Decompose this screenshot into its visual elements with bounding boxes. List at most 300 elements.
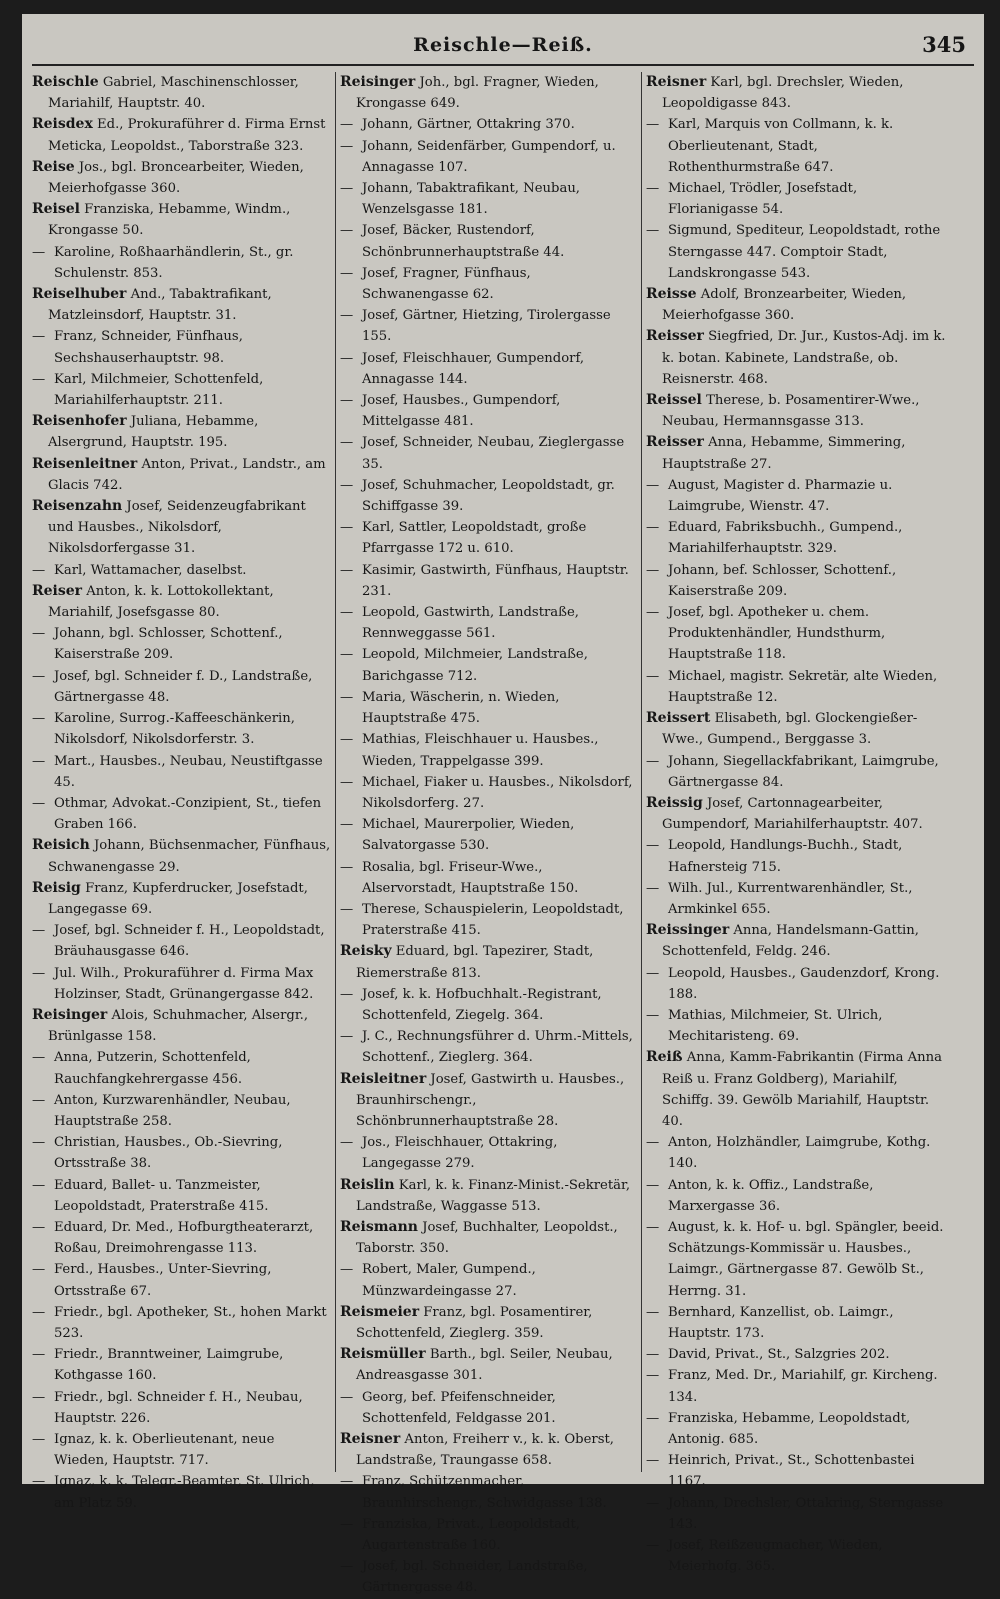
entry-text: Anton, Privat., Landstr., am Glacis 742. [48,456,326,493]
dash-mark: — [32,1474,46,1490]
directory-entry [340,1069,640,1133]
entry-text: Anton, k. k. Lottokollektant, Mariahilf, Josefsgasse 80. [48,583,274,621]
directory-subentry [32,369,332,411]
directory-subentry [32,666,332,708]
directory-entry [646,920,946,962]
dash-mark: — [340,859,354,875]
entry-surname: Reiser [32,582,83,599]
entry-surname: Reislin [340,1176,395,1193]
dash-mark: — [32,795,46,811]
directory-subentry [646,178,946,220]
entry-text: Johann, Seidenfärber, Gumpendorf, u. Annagasse 107. [362,138,616,175]
entry-text: Ferd., Hausbes., Unter-Sievring, Ortsstraße 67. [54,1262,272,1299]
entry-surname: Reiselhuber [32,286,127,303]
directory-subentry [340,899,640,941]
directory-subentry [32,920,332,962]
dash-mark: — [646,1410,660,1426]
dash-mark: — [646,753,660,769]
dash-mark: — [340,1135,354,1151]
dash-mark: — [32,329,46,345]
directory-subentry [32,1090,332,1132]
page-number: 345 [922,32,966,57]
dash-mark: — [340,223,354,239]
entry-text: August, Magister d. Pharmazie u. Laimgrube, Wienstr. 47. [668,477,893,515]
directory-subentry [340,305,640,347]
entry-text: Josef, bgl. Schneider f. D., Landstraße, Gärtnergasse 48. [54,668,313,705]
entry-text: Jos., Fleischhauer, Ottakring, Langegasse 279. [362,1135,558,1172]
dash-mark: — [340,138,354,154]
directory-subentry [340,1259,640,1301]
entry-text: Franz, Schützenmacher, Braunhirschengr., Schwidgasse 138. [362,1474,607,1511]
dash-mark: — [32,753,46,769]
dash-mark: — [340,817,354,833]
directory-subentry [340,263,640,305]
dash-mark: — [340,647,354,663]
entry-text: Christian, Hausbes., Ob.-Sievring, Ortsstraße 38. [54,1135,283,1172]
entry-text: Therese, Schauspielerin, Leopoldstadt, Praterstraße 415. [362,901,624,939]
entry-text: Karl, Marquis von Collmann, k. k. Oberlieutenant, Stadt, Rothenthurmstraße 647. [668,117,894,175]
dash-mark: — [340,181,354,197]
entry-text: Rosalia, bgl. Friseur-Wwe., Alservorstadt, Hauptstraße 150. [362,859,579,896]
directory-subentry [340,1132,640,1174]
entry-surname: Reissig [646,794,703,811]
dash-mark: — [646,1219,660,1235]
directory-subentry [32,1175,332,1217]
entry-surname: Reisel [32,201,80,218]
directory-subentry [32,1302,332,1344]
dash-mark: — [340,1029,354,1045]
directory-subentry [32,708,332,750]
directory-subentry [32,242,332,284]
entry-text: Michael, Fiaker u. Hausbes., Nikolsdorf, Nikolsdorferg. 27. [362,774,633,811]
entry-surname: Reissert [646,710,711,727]
entry-surname: Reismeier [340,1303,420,1320]
directory-subentry [32,560,332,581]
directory-subentry [646,475,946,517]
dash-mark: — [646,880,660,896]
entry-text: Josef, Buchhalter, Leopoldst., Taborstr. 350. [356,1219,618,1257]
directory-subentry [646,114,946,178]
entry-text: Jul. Wilh., Prokuraführer d. Firma Max Holzinser, Stadt, Grünangergasse 842. [54,965,314,1002]
entry-text: Johann, Drechsler, Ottakring, Sterngasse 143. [668,1495,944,1532]
directory-subentry [340,136,640,178]
directory-entry [32,581,332,623]
entry-surname: Reisdex [32,116,93,133]
directory-entry [32,496,332,560]
dash-mark: — [340,605,354,621]
dash-mark: — [646,1135,660,1151]
directory-subentry [646,666,946,708]
directory-subentry [32,326,332,368]
dash-mark: — [32,1135,46,1151]
directory-entry [646,390,946,432]
entry-text: Anna, Handelsmann-Gattin, Schottenfeld, Feldg. 246. [662,923,919,960]
entry-text: Mathias, Milchmeier, St. Ulrich, Mechitaristeng. 69. [668,1007,883,1045]
directory-subentry [340,220,640,262]
entry-text: Elisabeth, bgl. Glockengießer-Wwe., Gumpend., Berggasse 3. [662,711,918,748]
directory-entry [340,1175,640,1217]
directory-subentry [340,114,640,135]
entry-text: Leopold, Hausbes., Gaudenzdorf, Krong. 188. [668,965,940,1002]
column-2 [340,72,640,1599]
dash-mark: — [646,1007,660,1023]
directory-subentry [32,963,332,1005]
directory-entry [340,1217,640,1259]
directory-entry [32,1005,332,1047]
directory-subentry [646,751,946,793]
directory-subentry [340,560,640,602]
dash-mark: — [340,1389,354,1405]
dash-mark: — [646,520,660,536]
dash-mark: — [340,520,354,536]
entry-text: Franz, bgl. Posamentirer, Schottenfeld, Zieglerg. 359. [356,1304,593,1341]
entry-surname: Reisenhofer [32,413,127,430]
dash-mark: — [646,1304,660,1320]
dash-mark: — [646,1495,660,1511]
entry-text: David, Privat., St., Salzgries 202. [668,1347,890,1363]
entry-text: Michael, magistr. Sekretär, alte Wieden, Hauptstraße 12. [668,668,938,705]
header-rule [32,64,974,66]
entry-text: Leopold, Gastwirth, Landstraße, Rennweggasse 561. [362,605,579,642]
entry-text: Eduard, Fabriksbuchh., Gumpend., Mariahilferhauptstr. 329. [668,520,903,557]
entry-text: Franz, Kupferdrucker, Josefstadt, Langegasse 69. [48,880,308,917]
entry-text: Joh., bgl. Fragner, Wieden, Krongasse 649. [356,75,599,112]
entry-surname: Reiß [646,1049,683,1066]
entry-text: Wilh. Jul., Kurrentwarenhändler, St., Armkinkel 655. [668,880,913,917]
entry-surname: Reismann [340,1218,418,1235]
directory-subentry [32,1429,332,1471]
entry-text: Karl, bgl. Drechsler, Wieden, Leopoldigasse 843. [662,75,904,112]
directory-entry [646,708,946,750]
entry-surname: Reisser [646,328,704,345]
directory-subentry [646,1175,946,1217]
dash-mark: — [646,1177,660,1193]
directory-subentry [646,1408,946,1450]
directory-entry [646,1047,946,1132]
entry-text: Mart., Hausbes., Neubau, Neustiftgasse 45. [54,753,323,790]
dash-mark: — [646,838,660,854]
entry-text: Josef, k. k. Hofbuchhalt.-Registrant, Schottenfeld, Ziegelg. 364. [362,986,602,1023]
entry-surname: Reischle [32,74,99,90]
entry-text: Michael, Trödler, Josefstadt, Florianigasse 54. [668,181,858,218]
dash-mark: — [646,181,660,197]
entry-text: Leopold, Handlungs-Buchh., Stadt, Hafnersteig 715. [668,838,903,875]
directory-subentry [32,1344,332,1386]
page-header [22,28,984,68]
entry-text: Alois, Schuhmacher, Alsergr., Brünlgasse 158. [48,1007,309,1045]
dash-mark: — [32,371,46,387]
entry-text: J. C., Rechnungsführer d. Uhrm.-Mittels, Schottenf., Zieglerg. 364. [362,1029,633,1066]
entry-text: Eduard, Dr. Med., Hofburgtheaterarzt, Roßau, Dreimohrengasse 113. [54,1219,314,1257]
dash-mark: — [340,265,354,281]
entry-surname: Reisky [340,943,392,960]
dash-mark: — [340,117,354,133]
dash-mark: — [32,1177,46,1193]
entry-surname: Reise [32,158,75,175]
dash-mark: — [32,1219,46,1235]
entry-text: Siegfried, Dr. Jur., Kustos-Adj. im k. k. botan. Kabinete, Landstraße, ob. Reisnerstr. 468. [662,329,946,387]
entry-text: Eduard, bgl. Tapezirer, Stadt, Riemerstraße 813. [356,944,594,981]
directory-entry [646,284,946,326]
directory-subentry [340,984,640,1026]
directory-subentry [340,644,640,686]
entry-text: Bernhard, Kanzellist, ob. Laimgr., Hauptstr. 173. [668,1304,894,1341]
directory-entry [340,72,640,114]
entry-text: August, k. k. Hof- u. bgl. Spängler, beeid. Schätzungs-Kommissär u. Hausbes., Laimgr., Gärtnergasse 87. Gewölb St., Herrng. 31. [668,1219,944,1299]
dash-mark: — [340,689,354,705]
dash-mark: — [32,1347,46,1363]
entry-text: Karoline, Roßhaarhändlerin, St., gr. Schulenstr. 853. [54,244,294,281]
entry-surname: Reisinger [340,74,416,90]
entry-text: Franziska, Hebamme, Windm., Krongasse 50. [48,202,291,239]
entry-text: Maria, Wäscherin, n. Wieden, Hauptstraße 475. [362,689,560,727]
entry-text: Josef, bgl. Apotheker u. chem. Produktenhändler, Hundsthurm, Hauptstraße 118. [668,605,886,663]
entry-text: Kasimir, Gastwirth, Fünfhaus, Hauptstr. 231. [362,562,629,599]
directory-subentry [32,751,332,793]
entry-text: Barth., bgl. Seiler, Neubau, Andreasgasse 301. [356,1347,613,1384]
directory-subentry [340,1471,640,1513]
entry-text: Johann, Büchsenmacher, Fünfhaus, Schwanengasse 29. [48,838,331,875]
dash-mark: — [340,1262,354,1278]
entry-surname: Reisleitner [340,1070,427,1087]
entry-surname: Reisinger [32,1006,108,1023]
entry-text: Anton, Freiherr v., k. k. Oberst, Landstraße, Traungasse 658. [356,1432,614,1469]
directory-subentry [340,602,640,644]
dash-mark: — [646,605,660,621]
directory-subentry [646,1365,946,1407]
dash-mark: — [32,1432,46,1447]
directory-entry [340,941,640,983]
directory-subentry [340,1026,640,1068]
directory-subentry [646,220,946,284]
entry-text: Josef, bgl. Schneider, Landstraße, Gärtnergasse 48. [362,1559,588,1596]
entry-text: Sigmund, Spediteur, Leopoldstadt, rothe Sterngasse 447. Comptoir Stadt, Landskrongasse 543. [668,223,941,281]
entry-text: Josef, Seidenzeugfabrikant und Hausbes., Nikolsdorf, Nikolsdorfergasse 31. [48,499,306,557]
directory-entry [340,1429,640,1471]
entry-text: Michael, Maurerpolier, Wieden, Salvatorgasse 530. [362,817,575,854]
entry-text: Othmar, Advokat.-Conzipient, St., tiefen Graben 166. [54,795,322,833]
dash-mark: — [340,774,354,790]
entry-text: Therese, b. Posamentirer-Wwe., Neubau, Hermannsgasse 313. [662,393,920,430]
directory-entry [646,326,946,390]
directory-subentry [340,432,640,474]
entry-text: And., Tabaktrafikant, Matzleinsdorf, Hauptstr. 31. [48,287,272,324]
entry-text: Karl, Milchmeier, Schottenfeld, Mariahilferhauptstr. 211. [54,371,264,409]
entry-text: Franz, Med. Dr., Mariahilf, gr. Kircheng. 134. [668,1368,938,1405]
dash-mark: — [32,244,46,260]
dash-mark: — [32,711,46,727]
dash-mark: — [646,117,660,133]
entry-text: Josef, Cartonnagearbeiter, Gumpendorf, Mariahilferhauptstr. 407. [662,795,923,833]
directory-subentry [646,1217,946,1302]
dash-mark: — [646,562,660,578]
directory-subentry [646,1493,946,1535]
dash-mark: — [340,1474,354,1490]
dash-mark: — [340,435,354,451]
directory-subentry [32,1132,332,1174]
directory-entry [32,454,332,496]
dash-mark: — [340,901,354,917]
entry-text: Georg, bef. Pfeifenschneider, Schottenfeld, Feldgasse 201. [362,1389,556,1426]
entry-text: Karl, k. k. Finanz-Minist.-Sekretär, Landstraße, Waggasse 513. [356,1177,631,1214]
entry-text: Friedr., bgl. Schneider f. H., Neubau, Hauptstr. 226. [54,1389,303,1426]
directory-subentry [32,1387,332,1429]
entry-text: Mathias, Fleischhauer u. Hausbes., Wieden, Trappelgasse 399. [362,732,599,769]
directory-entry [32,72,332,114]
dash-mark: — [32,965,46,981]
entry-text: Heinrich, Privat., St., Schottenbastei 1167. [668,1453,915,1490]
entry-text: Josef, Gastwirth u. Hausbes., Braunhirschengr., Schönbrunnerhauptstraße 28. [356,1071,625,1129]
entry-text: Josef, Reißzeugmacher, Wieden, Meierhofg. 365. [668,1538,883,1575]
dash-mark: — [646,965,660,981]
directory-subentry [32,1259,332,1301]
entry-text: Josef, Fragner, Fünfhaus, Schwanengasse 62. [362,265,531,303]
entry-text: Josef, Schneider, Neubau, Zieglergasse 35. [362,435,625,472]
entry-surname: Reisenzahn [32,498,123,515]
entry-text: Johann, bgl. Schlosser, Schottenf., Kaiserstraße 209. [54,626,283,663]
dash-mark: — [340,350,354,366]
directory-entry [646,72,946,114]
running-head: Reischle—Reiß. [413,34,593,56]
directory-entry [340,1344,640,1386]
directory-subentry [646,1132,946,1174]
entry-text: Robert, Maler, Gumpend., Münzwardeingasse 27. [362,1262,536,1299]
entry-text: Ed., Prokuraführer d. Firma Ernst Meticka, Leopoldst., Taborstraße 323. [48,117,326,154]
entry-text: Anna, Putzerin, Schottenfeld, Rauchfangkehrergasse 456. [54,1050,251,1087]
directory-subentry [340,772,640,814]
dash-mark: — [32,1050,46,1066]
entry-text: Josef, Schuhmacher, Leopoldstadt, gr. Schiffgasse 39. [362,477,615,515]
entry-text: Leopold, Milchmeier, Landstraße, Barichgasse 712. [362,647,588,684]
dash-mark: — [340,1516,354,1532]
entry-surname: Reisner [646,74,707,90]
directory-entry [32,411,332,453]
entry-surname: Reisenleitner [32,455,138,472]
entry-text: Franziska, Privat., Leopoldstadt, Augartenstraße 160. [362,1516,580,1554]
dash-mark: — [340,393,354,409]
directory-subentry [646,602,946,666]
directory-subentry [340,475,640,517]
column-3 [646,72,946,1577]
entry-text: Friedr., bgl. Apotheker, St., hohen Markt 523. [54,1304,327,1341]
directory-subentry [32,1471,332,1513]
entry-text: Adolf, Bronzearbeiter, Wieden, Meierhofgasse 360. [662,287,907,324]
directory-page [22,14,984,1596]
entry-text: Anna, Kamm-Fabrikantin (Firma Anna Reiß u. Franz Goldberg), Mariahilf, Schiffg. 39. Gewölb Mariahilf, Hauptstr. 40. [662,1050,943,1129]
directory-entry [32,114,332,156]
directory-subentry [32,1047,332,1089]
directory-subentry [340,687,640,729]
directory-subentry [32,1217,332,1259]
dash-mark: — [32,1389,46,1405]
entry-text: Karl, Sattler, Leopoldstadt, große Pfarrgasse 172 u. 610. [362,520,587,557]
entry-text: Anna, Hebamme, Simmering, Hauptstraße 27. [662,435,906,472]
dash-mark: — [32,1304,46,1320]
directory-subentry [646,560,946,602]
directory-subentry [340,390,640,432]
dash-mark: — [340,732,354,748]
dash-mark: — [32,1092,46,1108]
entry-text: Friedr., Branntweiner, Laimgrube, Kothgasse 160. [54,1347,284,1384]
entry-surname: Reisse [646,286,697,303]
entry-text: Juliana, Hebamme, Alsergrund, Hauptstr. 195. [48,414,259,451]
dash-mark: — [340,308,354,324]
entry-text: Eduard, Ballet- u. Tanzmeister, Leopoldstadt, Praterstraße 415. [54,1177,269,1214]
column-1 [32,72,332,1514]
dash-mark: — [646,1538,660,1554]
entry-text: Anton, k. k. Offiz., Landstraße, Marxergasse 36. [668,1177,874,1214]
dash-mark: — [340,477,354,493]
directory-subentry [646,1005,946,1047]
entry-text: Jos., bgl. Broncearbeiter, Wieden, Meierhofgasse 360. [48,159,304,197]
entry-surname: Reissel [646,392,702,409]
entry-surname: Reisich [32,837,90,854]
dash-mark: — [340,562,354,578]
dash-mark: — [646,1347,660,1363]
entry-surname: Reisig [32,879,81,896]
dash-mark: — [646,1453,660,1469]
entry-text: Johann, Tabaktrafikant, Neubau, Wenzelsgasse 181. [362,181,580,218]
dash-mark: — [646,668,660,684]
entry-text: Anton, Holzhändler, Laimgrube, Kothg. 140. [668,1135,931,1172]
directory-subentry [340,178,640,220]
dash-mark: — [32,1262,46,1278]
entry-text: Karoline, Surrog.-Kaffeeschänkerin, Nikolsdorf, Nikolsdorferstr. 3. [54,711,295,748]
directory-subentry [340,517,640,559]
directory-subentry [340,857,640,899]
directory-subentry [340,348,640,390]
dash-mark: — [646,477,660,493]
dash-mark: — [32,923,46,939]
entry-text: Josef, Hausbes., Gumpendorf, Mittelgasse 481. [362,393,561,430]
entry-text: Anton, Kurzwarenhändler, Neubau, Hauptstraße 258. [54,1092,291,1129]
entry-text: Josef, Gärtner, Hietzing, Tirolergasse 155. [362,308,611,345]
directory-subentry [340,1556,640,1598]
entry-surname: Reisner [340,1431,401,1447]
entry-text: Franz, Schneider, Fünfhaus, Sechshauserhauptstr. 98. [54,329,243,366]
directory-subentry [646,963,946,1005]
dash-mark: — [646,1368,660,1384]
directory-subentry [646,1535,946,1577]
entry-text: Johann, Siegellackfabrikant, Laimgrube, Gärtnergasse 84. [668,753,939,790]
entry-text: Karl, Wattamacher, daselbst. [54,562,247,578]
directory-entry [32,284,332,326]
entry-text: Johann, bef. Schlosser, Schottenf., Kaiserstraße 209. [668,562,897,599]
dash-mark: — [340,986,354,1002]
directory-subentry [340,1514,640,1556]
entry-surname: Reisser [646,434,704,451]
entry-text: Johann, Gärtner, Ottakring 370. [362,117,575,133]
directory-entry [340,1302,640,1344]
directory-subentry [32,793,332,835]
directory-subentry [646,835,946,877]
dash-mark: — [340,1559,354,1575]
dash-mark: — [646,223,660,239]
directory-subentry [340,814,640,856]
directory-subentry [32,623,332,665]
directory-entry [32,835,332,877]
directory-subentry [340,729,640,771]
directory-subentry [646,1450,946,1492]
entry-text: Franziska, Hebamme, Leopoldstadt, Antonig. 685. [668,1410,911,1447]
directory-entry [32,878,332,920]
directory-subentry [646,878,946,920]
entry-text: Josef, Bäcker, Rustendorf, Schönbrunnerhauptstraße 44. [362,223,565,260]
column-divider [335,72,336,1472]
directory-subentry [646,1344,946,1365]
directory-subentry [646,1302,946,1344]
entry-text: Josef, bgl. Schneider f. H., Leopoldstadt, Bräuhausgasse 646. [54,923,325,960]
